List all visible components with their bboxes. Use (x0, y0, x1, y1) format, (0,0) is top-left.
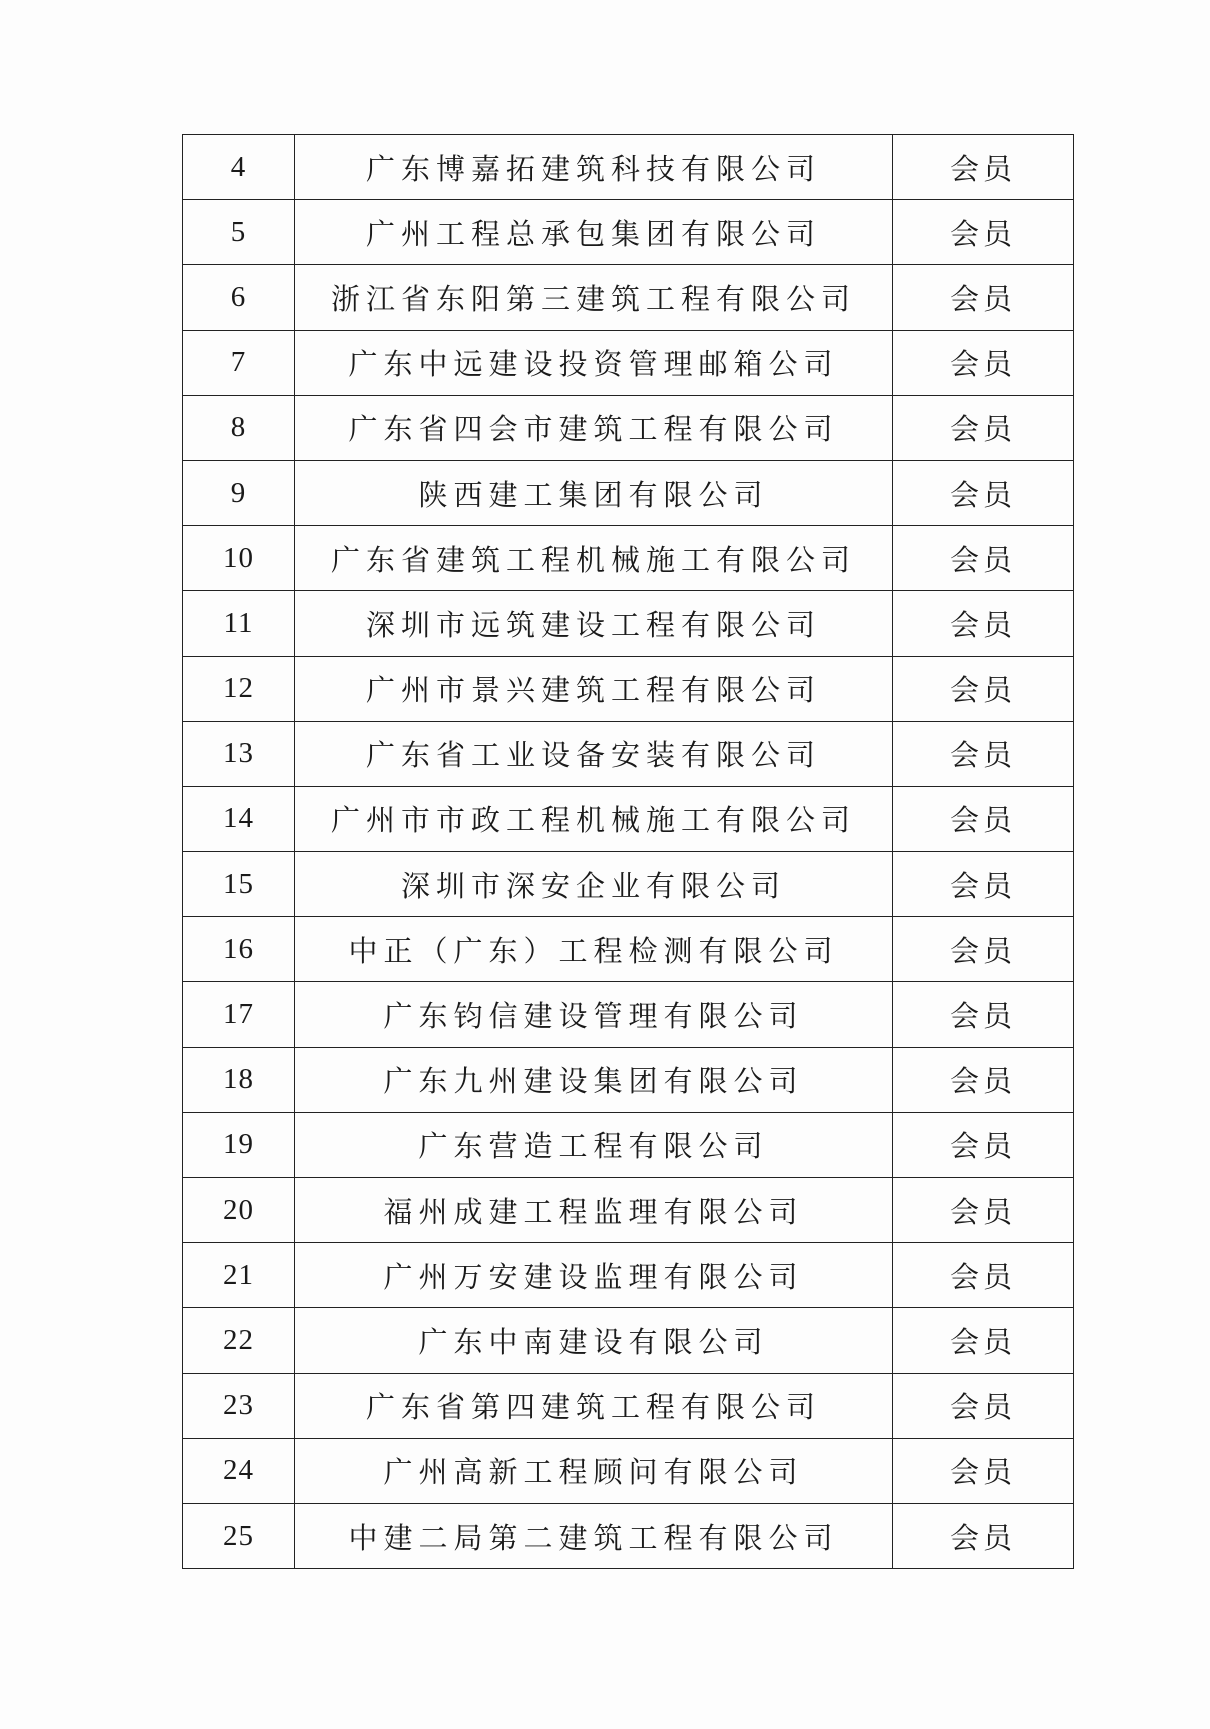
table-row (183, 1112, 1074, 1177)
table-row (183, 656, 1074, 721)
row-number: 19 (183, 1112, 295, 1177)
row-number: 12 (183, 656, 295, 721)
membership-role: 会员 (893, 1373, 1074, 1438)
table-row (183, 330, 1074, 395)
table-row (183, 1047, 1074, 1112)
row-number: 15 (183, 852, 295, 917)
table-row (183, 1308, 1074, 1373)
company-name: 深圳市深安企业有限公司 (295, 852, 893, 917)
table-row (183, 1373, 1074, 1438)
table-row (183, 395, 1074, 460)
membership-role: 会员 (893, 1112, 1074, 1177)
row-number: 20 (183, 1178, 295, 1243)
membership-role: 会员 (893, 1178, 1074, 1243)
membership-role: 会员 (893, 1438, 1074, 1503)
table-row (183, 1178, 1074, 1243)
membership-role: 会员 (893, 200, 1074, 265)
row-number: 21 (183, 1243, 295, 1308)
company-name: 广州高新工程顾问有限公司 (295, 1438, 893, 1503)
company-name: 广州市景兴建筑工程有限公司 (295, 656, 893, 721)
company-name: 广州工程总承包集团有限公司 (295, 200, 893, 265)
member-list-body (183, 135, 1074, 1569)
membership-role: 会员 (893, 656, 1074, 721)
row-number: 24 (183, 1438, 295, 1503)
membership-role: 会员 (893, 917, 1074, 982)
row-number: 16 (183, 917, 295, 982)
company-name: 中建二局第二建筑工程有限公司 (295, 1503, 893, 1568)
membership-role: 会员 (893, 135, 1074, 200)
table-row (183, 135, 1074, 200)
row-number: 25 (183, 1503, 295, 1568)
company-name: 广东博嘉拓建筑科技有限公司 (295, 135, 893, 200)
company-name: 广东省建筑工程机械施工有限公司 (295, 526, 893, 591)
company-name: 广东省四会市建筑工程有限公司 (295, 395, 893, 460)
company-name: 陕西建工集团有限公司 (295, 460, 893, 525)
company-name: 广东营造工程有限公司 (295, 1112, 893, 1177)
membership-role: 会员 (893, 265, 1074, 330)
company-name: 广东中南建设有限公司 (295, 1308, 893, 1373)
row-number: 13 (183, 721, 295, 786)
membership-role: 会员 (893, 786, 1074, 851)
membership-role: 会员 (893, 330, 1074, 395)
table-row (183, 1438, 1074, 1503)
membership-role: 会员 (893, 1047, 1074, 1112)
company-name: 广东钧信建设管理有限公司 (295, 982, 893, 1047)
table-row (183, 786, 1074, 851)
membership-role: 会员 (893, 395, 1074, 460)
table-row (183, 917, 1074, 982)
row-number: 11 (183, 591, 295, 656)
membership-role: 会员 (893, 1308, 1074, 1373)
row-number: 8 (183, 395, 295, 460)
table-row (183, 982, 1074, 1047)
company-name: 广东省第四建筑工程有限公司 (295, 1373, 893, 1438)
row-number: 18 (183, 1047, 295, 1112)
company-name: 中正（广东）工程检测有限公司 (295, 917, 893, 982)
company-name: 深圳市远筑建设工程有限公司 (295, 591, 893, 656)
member-list-table (182, 134, 1074, 1569)
row-number: 7 (183, 330, 295, 395)
company-name: 广州市市政工程机械施工有限公司 (295, 786, 893, 851)
membership-role: 会员 (893, 1503, 1074, 1568)
membership-role: 会员 (893, 526, 1074, 591)
company-name: 广东省工业设备安装有限公司 (295, 721, 893, 786)
company-name: 广州万安建设监理有限公司 (295, 1243, 893, 1308)
row-number: 10 (183, 526, 295, 591)
membership-role: 会员 (893, 852, 1074, 917)
table-row (183, 591, 1074, 656)
company-name: 广东九州建设集团有限公司 (295, 1047, 893, 1112)
row-number: 9 (183, 460, 295, 525)
membership-role: 会员 (893, 460, 1074, 525)
row-number: 14 (183, 786, 295, 851)
table-row (183, 526, 1074, 591)
membership-role: 会员 (893, 1243, 1074, 1308)
row-number: 5 (183, 200, 295, 265)
company-name: 广东中远建设投资管理邮箱公司 (295, 330, 893, 395)
table-row (183, 721, 1074, 786)
company-name: 福州成建工程监理有限公司 (295, 1178, 893, 1243)
table-row (183, 460, 1074, 525)
row-number: 6 (183, 265, 295, 330)
table-row (183, 1503, 1074, 1568)
membership-role: 会员 (893, 591, 1074, 656)
membership-role: 会员 (893, 982, 1074, 1047)
table-row (183, 265, 1074, 330)
table-row (183, 852, 1074, 917)
table-row (183, 200, 1074, 265)
row-number: 22 (183, 1308, 295, 1373)
row-number: 23 (183, 1373, 295, 1438)
company-name: 浙江省东阳第三建筑工程有限公司 (295, 265, 893, 330)
table-row (183, 1243, 1074, 1308)
row-number: 4 (183, 135, 295, 200)
membership-role: 会员 (893, 721, 1074, 786)
row-number: 17 (183, 982, 295, 1047)
